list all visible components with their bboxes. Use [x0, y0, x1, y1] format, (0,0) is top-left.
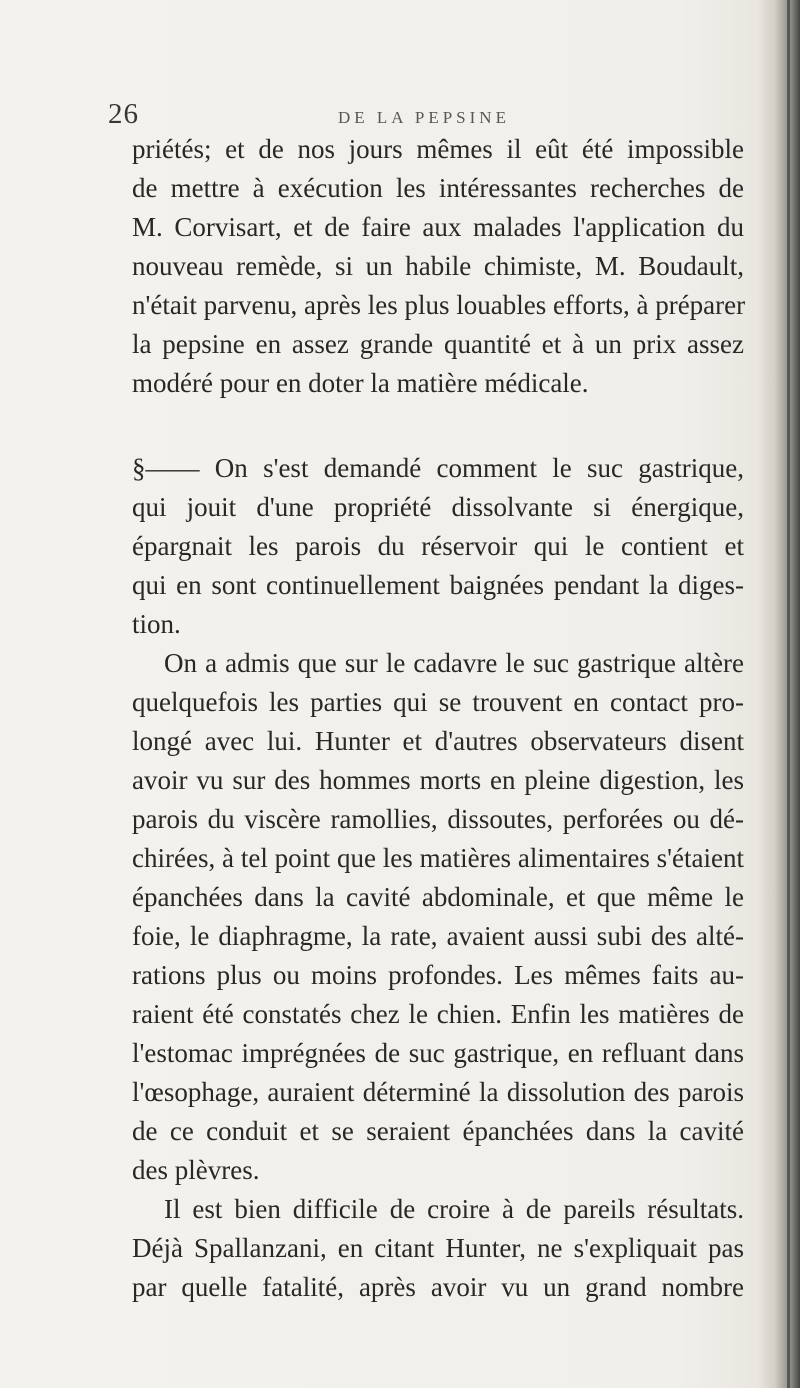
text-line: épanchées dans la cavité abdominale, et que même le: [132, 882, 744, 912]
text-line: de mettre à exécution les intéressantes recherches de: [132, 173, 744, 203]
text-line: parois du viscère ramollies, dissoutes, perforées ou dé-: [132, 804, 744, 834]
text-line: par quelle fatalité, après avoir vu un grand nombre: [132, 1272, 744, 1302]
text-line: On a admis que sur le cadavre le suc gastrique altère: [164, 648, 744, 678]
text-line: épargnait les parois du réservoir qui le contient et: [132, 531, 744, 561]
text-line: l'estomac imprégnées de suc gastrique, en refluant dans: [132, 1038, 744, 1068]
text-line: chirées, à tel point que les matières alimentaires s'étaient: [132, 843, 744, 873]
text-line: raient été constatés chez le chien. Enfin les matières de: [132, 999, 744, 1029]
text-line: Déjà Spallanzani, en citant Hunter, ne s'expliquait pas: [132, 1233, 744, 1263]
page-number: 26: [108, 98, 139, 130]
text-line: la pepsine en assez grande quantité et à un prix assez: [132, 329, 744, 359]
text-line: des plèvres.: [132, 1155, 260, 1185]
text-line: foie, le diaphragme, la rate, avaient aussi subi des alté-: [132, 921, 744, 951]
text-line: §—— On s'est demandé comment le suc gastrique,: [132, 453, 744, 483]
text-line: n'était parvenu, après les plus louables efforts, à préparer: [132, 290, 746, 320]
paragraph-1: [132, 130, 744, 403]
paragraph-4: [132, 1190, 744, 1307]
text-line: quelquefois les parties qui se trouvent en contact pro-: [132, 687, 744, 717]
text-line: qui jouit d'une propriété dissolvante si énergique,: [132, 492, 744, 522]
text-line: qui en sont continuellement baignées pendant la diges-: [132, 570, 744, 600]
text-line: l'œsophage, auraient déterminé la dissolution des parois: [132, 1077, 744, 1107]
text-line: nouveau remède, si un habile chimiste, M. Boudault,: [132, 251, 744, 281]
text-line: rations plus ou moins profondes. Les mêmes faits au-: [132, 960, 744, 990]
paragraph-2: [132, 449, 744, 644]
running-head: DE LA PEPSINE: [338, 108, 510, 127]
text-line: priétés; et de nos jours mêmes il eût été impossible: [132, 134, 744, 164]
text-line: longé avec lui. Hunter et d'autres observateurs disent: [132, 726, 744, 756]
page-edge-shadow: [758, 0, 800, 1388]
page-edge-line: [787, 0, 790, 1388]
text-line: de ce conduit et se seraient épanchées dans la cavité: [132, 1116, 744, 1146]
text-line: modéré pour en doter la matière médicale.: [132, 368, 589, 398]
text-line: avoir vu sur des hommes morts en pleine digestion, les: [132, 765, 744, 795]
text-line: tion.: [132, 609, 181, 639]
text-line: M. Corvisart, et de faire aux malades l'application du: [132, 212, 744, 242]
body-text: [132, 130, 744, 1307]
paragraph-gap: [132, 403, 744, 449]
text-line: Il est bien difficile de croire à de pareils résultats.: [164, 1194, 744, 1224]
paragraph-3: [132, 644, 744, 1190]
